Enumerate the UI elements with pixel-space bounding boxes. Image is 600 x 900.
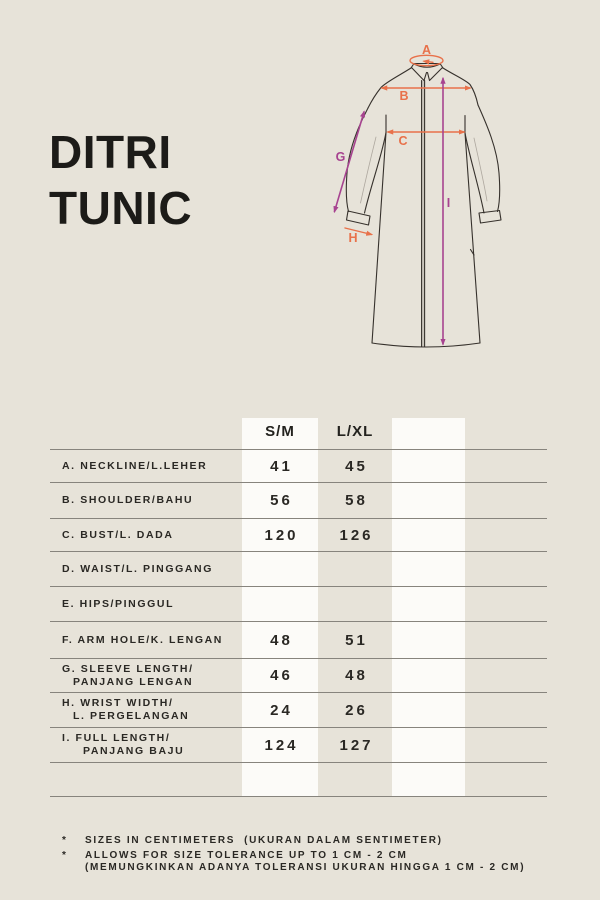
table-row-waist (50, 552, 547, 587)
garment-diagram (315, 35, 535, 365)
row-label: A. NECKLINE/L.LEHER (62, 459, 208, 472)
row-label: E. HIPS/PINGGUL (62, 597, 175, 610)
value-lxl: 126 (339, 526, 374, 544)
table-row-sleeve-length (50, 659, 547, 693)
hem (372, 343, 480, 347)
cuff-right (479, 211, 501, 224)
row-label: D. WAIST/L. PINGGANG (62, 562, 214, 575)
sleeve-right-outer (478, 105, 500, 212)
collar-flap-right (428, 68, 443, 81)
page-title (49, 124, 192, 236)
value-lxl: 48 (345, 667, 368, 684)
footnote-sizes (62, 835, 562, 847)
label-c: C (398, 134, 408, 148)
table-row-armhole (50, 622, 547, 659)
table-row-neckline (50, 450, 547, 483)
footnote-text: SIZES IN CENTIMETERS (UKURAN DALAM SENTIMETER) (85, 835, 443, 846)
footnote-tolerance-en (62, 850, 562, 862)
label-b: B (399, 89, 409, 103)
value-lxl (318, 552, 392, 586)
shoulder-right (443, 68, 478, 105)
size-table (50, 410, 547, 797)
row-label: H. WRIST WIDTH/ (62, 697, 174, 709)
value-sm: 56 (270, 492, 293, 509)
label-a: A (421, 43, 432, 57)
value-sm: 48 (270, 631, 293, 649)
table-row-bust (50, 519, 547, 552)
value-lxl: 58 (345, 492, 368, 509)
page-title-line1: DITRI (49, 126, 172, 178)
value-sm (242, 552, 318, 586)
value-sm (242, 587, 318, 621)
neckline-arrow-a (424, 61, 433, 62)
table-row-full-length (50, 728, 547, 763)
sleeve-fold-right (474, 138, 487, 201)
label-h: H (348, 231, 358, 245)
collar-flap-left (412, 68, 427, 81)
table-row-wrist-width (50, 693, 547, 728)
table-header-row (50, 410, 547, 450)
value-sm: 124 (264, 736, 299, 754)
row-label-line2: PANJANG LENGAN (73, 675, 194, 688)
value-lxl (318, 587, 392, 621)
cuff-left (347, 211, 371, 225)
value-sm: 41 (270, 457, 293, 475)
table-row-shoulder (50, 483, 547, 519)
row-label: C. BUST/L. DADA (62, 528, 174, 541)
tunic-outline (346, 64, 501, 348)
footnote-bullet: * (62, 835, 68, 846)
value-lxl: 127 (339, 736, 374, 754)
row-label-line2: L. PERGELANGAN (73, 710, 190, 722)
footnote-bullet: * (62, 850, 68, 861)
label-g: G (335, 150, 346, 164)
table-row-hips (50, 587, 547, 622)
value-sm: 24 (270, 701, 293, 719)
header-sm: S/M (265, 423, 295, 440)
value-lxl: 51 (345, 631, 368, 649)
row-label: B. SHOULDER/BAHU (62, 494, 194, 506)
footnote-bullet (62, 862, 85, 874)
row-label: I. FULL LENGTH/ (62, 732, 171, 744)
sleeve-fold-left (361, 137, 377, 203)
value-lxl: 26 (345, 701, 368, 719)
value-sm: 46 (270, 667, 293, 684)
row-label-line2: PANJANG BAJU (83, 745, 185, 757)
row-label: G. SLEEVE LENGTH/ (62, 662, 194, 675)
label-i: I (446, 196, 451, 210)
footnote-text: (MEMUNGKINKAN ADANYA TOLERANSI UKURAN HINGGA 1 CM - 2 CM) (85, 862, 526, 873)
page-title-line2: TUNIC (49, 182, 193, 234)
footnotes (62, 835, 562, 874)
footnote-tolerance-id (62, 862, 562, 874)
body-side-left (372, 133, 386, 344)
header-lxl: L/XL (336, 423, 374, 440)
fold-lines (361, 81, 488, 346)
table-row-empty (50, 763, 547, 797)
value-lxl: 45 (345, 457, 368, 475)
footnote-text: ALLOWS FOR SIZE TOLERANCE UP TO 1 CM - 2 CM (85, 850, 408, 861)
value-sm: 120 (264, 526, 299, 544)
row-label: F. ARM HOLE/K. LENGAN (62, 633, 223, 646)
